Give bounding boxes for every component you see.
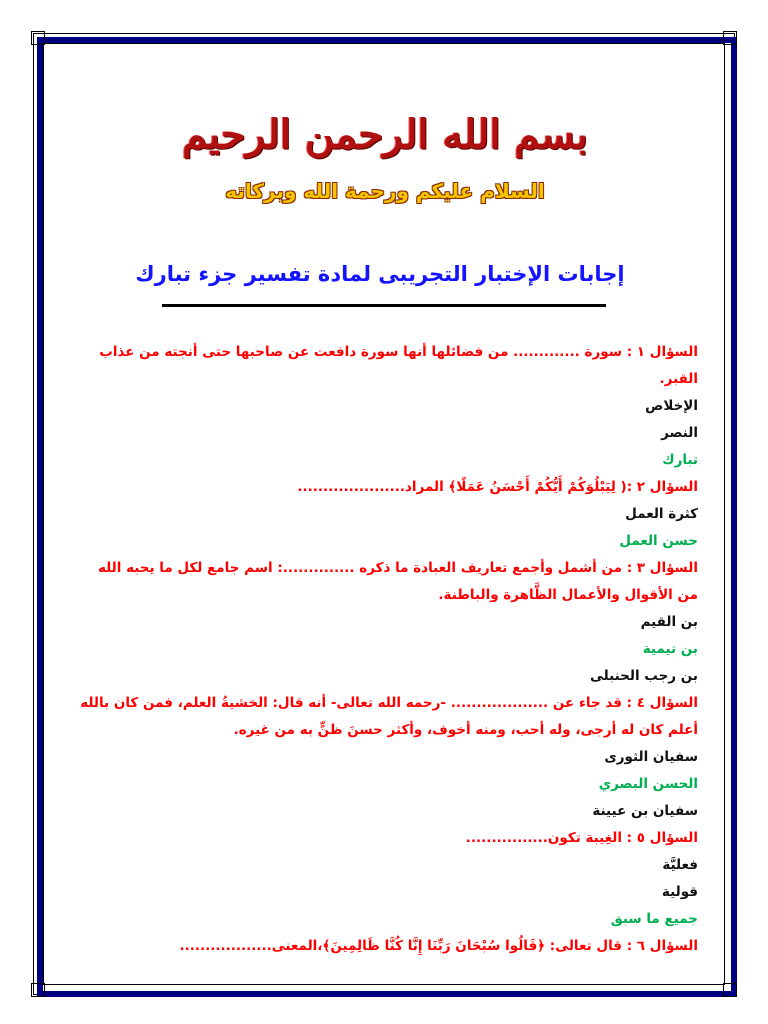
option: النصر (661, 425, 698, 441)
option: فعليَّة (662, 857, 698, 873)
border-corner (723, 31, 737, 45)
option: سفيان الثورى (604, 749, 698, 765)
option: كثرة العمل (625, 506, 698, 522)
question-6: السؤال ٦ : قال تعالى: ﴿قَالُوا سُبْحَانَ رَبِّنَا إِنَّا كُنَّا ظَالِمِينَ﴾،المعنى.................. (179, 938, 698, 954)
question-1: السؤال ١ : سورة ............. من فضائلها أنها سورة دافعت عن صاحبها حتى أنجته من عذاب القبر. (99, 344, 698, 387)
question-2: السؤال ٢ :( لِيَبْلُوَكُمْ أَيُّكُمْ أَحْسَنُ عَمَلًا﴾ المراد..................... (297, 479, 698, 495)
basmala-calligraphy-image (150, 96, 620, 208)
correct-answer: حسن العمل (619, 533, 698, 549)
question-4: السؤال ٤ : قد جاء عن ................... -رحمه الله تعالى- أنه قال: الخشيةُ العلم، فمن كان بالله أعلم كان له أرجى، وله أحب، ومنه أخوف، وأكثر حسنَ ظنٍّ به من غيره. (80, 695, 698, 738)
basmala-text: بسم الله الرحمن الرحيم (182, 111, 588, 158)
option: سفيان بن عيينة (592, 803, 698, 819)
greeting-text: السلام عليكم ورحمة الله وبركاته (225, 179, 545, 203)
option: بن رجب الحنبلى (589, 668, 698, 684)
answers-list (74, 339, 698, 960)
option: بن القيم (640, 614, 698, 630)
correct-answer: الحسن البصري (598, 776, 698, 792)
correct-answer: جميع ما سبق (610, 911, 698, 927)
correct-answer: تبارك (662, 452, 698, 468)
question-5: السؤال ٥ : الغِيبة تكون................ (465, 830, 698, 846)
page-title: إجابات الإختبار التجريبى لمادة تفسير جزء تبارك (135, 262, 625, 286)
option: قولية (661, 884, 698, 900)
border-corner (723, 983, 737, 997)
border-corner (31, 31, 45, 45)
correct-answer: بن تيمية (642, 641, 698, 657)
question-3: السؤال ٣ : من أشمل وأجمع تعاريف العبادة ما ذكره ..............: اسم جامع لكل ما يحبه الله من الأقوال والأعمال الظَّاهرة والباطنة. (97, 560, 698, 603)
border-corner (31, 983, 45, 997)
title-underline (162, 304, 606, 307)
option: الإخلاص (645, 398, 698, 414)
